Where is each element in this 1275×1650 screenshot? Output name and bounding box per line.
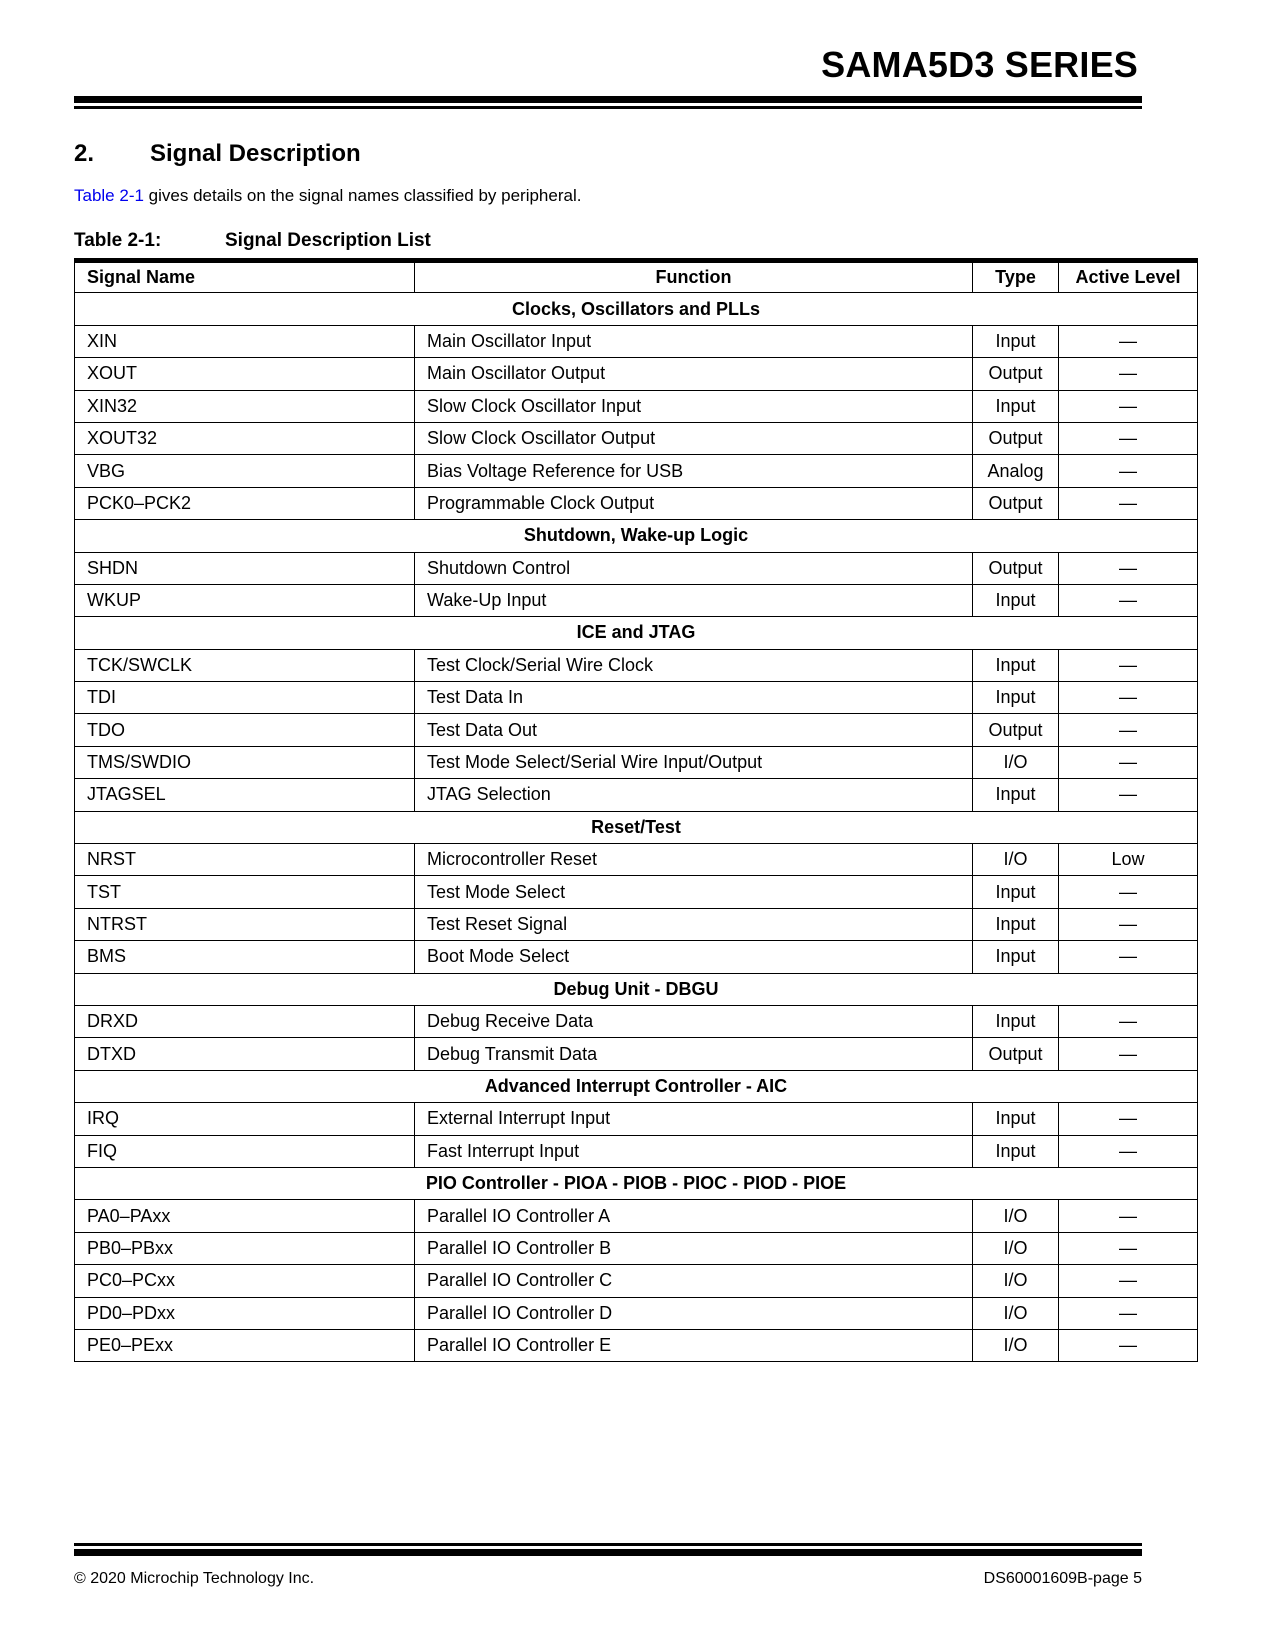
active-level-cell: — xyxy=(1059,1297,1198,1329)
active-level-cell: — xyxy=(1059,941,1198,973)
active-level-cell: — xyxy=(1059,876,1198,908)
signal-name-cell: FIQ xyxy=(75,1135,415,1167)
table-row xyxy=(75,844,1198,876)
footer-page-reference: DS60001609B-page 5 xyxy=(983,1570,1142,1587)
table-row xyxy=(75,1005,1198,1037)
table-row xyxy=(75,941,1198,973)
signal-name-cell: TST xyxy=(75,876,415,908)
signal-name-cell: PC0–PCxx xyxy=(75,1265,415,1297)
active-level-cell: — xyxy=(1059,1265,1198,1297)
group-header-row xyxy=(75,520,1198,552)
active-level-cell: — xyxy=(1059,908,1198,940)
function-cell: Test Mode Select xyxy=(415,876,973,908)
table-row xyxy=(75,714,1198,746)
type-cell: Input xyxy=(973,876,1059,908)
signal-name-cell: JTAGSEL xyxy=(75,779,415,811)
function-cell: Wake-Up Input xyxy=(415,584,973,616)
active-level-cell: — xyxy=(1059,779,1198,811)
table-row xyxy=(75,1200,1198,1232)
function-cell: Debug Transmit Data xyxy=(415,1038,973,1070)
type-cell: Input xyxy=(973,941,1059,973)
section-heading xyxy=(74,140,361,168)
type-cell: Analog xyxy=(973,455,1059,487)
signal-name-cell: XOUT xyxy=(75,358,415,390)
table-reference-link[interactable]: Table 2-1 xyxy=(74,186,144,205)
signal-name-cell: TDO xyxy=(75,714,415,746)
table-row xyxy=(75,1265,1198,1297)
active-level-cell: — xyxy=(1059,649,1198,681)
function-cell: Microcontroller Reset xyxy=(415,844,973,876)
type-cell: Output xyxy=(973,552,1059,584)
signal-name-cell: NTRST xyxy=(75,908,415,940)
active-level-cell: — xyxy=(1059,1200,1198,1232)
active-level-cell: — xyxy=(1059,584,1198,616)
table-row xyxy=(75,1038,1198,1070)
column-header-active-level: Active Level xyxy=(1059,261,1198,293)
table-caption-number: Table 2-1: xyxy=(74,230,162,251)
table-row xyxy=(75,487,1198,519)
signal-name-cell: SHDN xyxy=(75,552,415,584)
signal-name-cell: XOUT32 xyxy=(75,422,415,454)
table-row xyxy=(75,358,1198,390)
column-header-signal-name: Signal Name xyxy=(75,261,415,293)
active-level-cell: — xyxy=(1059,552,1198,584)
group-header-row xyxy=(75,1167,1198,1199)
table-row xyxy=(75,584,1198,616)
function-cell: Parallel IO Controller B xyxy=(415,1232,973,1264)
type-cell: Input xyxy=(973,649,1059,681)
function-cell: Boot Mode Select xyxy=(415,941,973,973)
table-row xyxy=(75,682,1198,714)
function-cell: Debug Receive Data xyxy=(415,1005,973,1037)
active-level-cell: — xyxy=(1059,422,1198,454)
table-row xyxy=(75,908,1198,940)
type-cell: I/O xyxy=(973,1232,1059,1264)
table-header-row xyxy=(75,261,1198,293)
column-header-type: Type xyxy=(973,261,1059,293)
group-header-row xyxy=(75,1070,1198,1102)
signal-name-cell: WKUP xyxy=(75,584,415,616)
function-cell: Main Oscillator Input xyxy=(415,325,973,357)
active-level-cell: — xyxy=(1059,390,1198,422)
type-cell: Output xyxy=(973,487,1059,519)
document-series-title: SAMA5D3 SERIES xyxy=(821,44,1138,85)
group-title: Reset/Test xyxy=(75,811,1198,843)
signal-name-cell: PB0–PBxx xyxy=(75,1232,415,1264)
signal-name-cell: TDI xyxy=(75,682,415,714)
table-row xyxy=(75,390,1198,422)
function-cell: Test Mode Select/Serial Wire Input/Output xyxy=(415,746,973,778)
table-row xyxy=(75,876,1198,908)
type-cell: Input xyxy=(973,1103,1059,1135)
group-header-row xyxy=(75,617,1198,649)
group-title: Debug Unit - DBGU xyxy=(75,973,1198,1005)
column-header-function: Function xyxy=(415,261,973,293)
signal-name-cell: PCK0–PCK2 xyxy=(75,487,415,519)
signal-name-cell: DRXD xyxy=(75,1005,415,1037)
signal-name-cell: IRQ xyxy=(75,1103,415,1135)
type-cell: I/O xyxy=(973,1329,1059,1361)
table-body xyxy=(75,293,1198,1362)
signal-name-cell: NRST xyxy=(75,844,415,876)
table-row xyxy=(75,779,1198,811)
function-cell: Slow Clock Oscillator Output xyxy=(415,422,973,454)
table-row xyxy=(75,1103,1198,1135)
function-cell: Test Reset Signal xyxy=(415,908,973,940)
table-row xyxy=(75,552,1198,584)
signal-description-table xyxy=(74,258,1198,1362)
active-level-cell: — xyxy=(1059,1232,1198,1264)
type-cell: Input xyxy=(973,584,1059,616)
function-cell: Test Clock/Serial Wire Clock xyxy=(415,649,973,681)
header-rule-thin xyxy=(74,106,1142,109)
active-level-cell: — xyxy=(1059,1038,1198,1070)
signal-name-cell: XIN xyxy=(75,325,415,357)
group-header-row xyxy=(75,973,1198,1005)
group-title: ICE and JTAG xyxy=(75,617,1198,649)
function-cell: Main Oscillator Output xyxy=(415,358,973,390)
type-cell: I/O xyxy=(973,746,1059,778)
function-cell: Parallel IO Controller E xyxy=(415,1329,973,1361)
signal-name-cell: BMS xyxy=(75,941,415,973)
signal-name-cell: DTXD xyxy=(75,1038,415,1070)
function-cell: Bias Voltage Reference for USB xyxy=(415,455,973,487)
table-row xyxy=(75,1135,1198,1167)
group-header-row xyxy=(75,811,1198,843)
active-level-cell: — xyxy=(1059,325,1198,357)
group-title: PIO Controller - PIOA - PIOB - PIOC - PIOD - PIOE xyxy=(75,1167,1198,1199)
function-cell: Test Data Out xyxy=(415,714,973,746)
type-cell: Input xyxy=(973,908,1059,940)
type-cell: Output xyxy=(973,714,1059,746)
signal-name-cell: PE0–PExx xyxy=(75,1329,415,1361)
type-cell: Output xyxy=(973,422,1059,454)
group-title: Advanced Interrupt Controller - AIC xyxy=(75,1070,1198,1102)
type-cell: Output xyxy=(973,358,1059,390)
signal-name-cell: VBG xyxy=(75,455,415,487)
type-cell: Output xyxy=(973,1038,1059,1070)
type-cell: Input xyxy=(973,682,1059,714)
type-cell: I/O xyxy=(973,1200,1059,1232)
active-level-cell: — xyxy=(1059,358,1198,390)
footer-copyright: © 2020 Microchip Technology Inc. xyxy=(74,1570,315,1587)
group-header-row xyxy=(75,293,1198,325)
active-level-cell: — xyxy=(1059,1135,1198,1167)
function-cell: JTAG Selection xyxy=(415,779,973,811)
signal-name-cell: TMS/SWDIO xyxy=(75,746,415,778)
active-level-cell: Low xyxy=(1059,844,1198,876)
table-row xyxy=(75,1329,1198,1361)
footer-rule-thick xyxy=(74,1549,1142,1556)
active-level-cell: — xyxy=(1059,746,1198,778)
table-row xyxy=(75,455,1198,487)
function-cell: Programmable Clock Output xyxy=(415,487,973,519)
table-row xyxy=(75,422,1198,454)
active-level-cell: — xyxy=(1059,487,1198,519)
section-title: Signal Description xyxy=(150,140,361,167)
function-cell: Parallel IO Controller D xyxy=(415,1297,973,1329)
table-row xyxy=(75,325,1198,357)
table-row xyxy=(75,746,1198,778)
signal-name-cell: PA0–PAxx xyxy=(75,1200,415,1232)
active-level-cell: — xyxy=(1059,682,1198,714)
type-cell: Input xyxy=(973,1135,1059,1167)
type-cell: Input xyxy=(973,1005,1059,1037)
function-cell: Fast Interrupt Input xyxy=(415,1135,973,1167)
signal-name-cell: TCK/SWCLK xyxy=(75,649,415,681)
active-level-cell: — xyxy=(1059,455,1198,487)
type-cell: I/O xyxy=(973,1297,1059,1329)
table-row xyxy=(75,649,1198,681)
function-cell: Parallel IO Controller C xyxy=(415,1265,973,1297)
group-title: Clocks, Oscillators and PLLs xyxy=(75,293,1198,325)
footer-rule xyxy=(74,1543,1142,1546)
function-cell: Shutdown Control xyxy=(415,552,973,584)
intro-paragraph xyxy=(74,186,581,206)
active-level-cell: — xyxy=(1059,1103,1198,1135)
table-row xyxy=(75,1232,1198,1264)
header-rule xyxy=(74,96,1142,103)
active-level-cell: — xyxy=(1059,1005,1198,1037)
function-cell: Test Data In xyxy=(415,682,973,714)
section-number: 2. xyxy=(74,140,95,167)
function-cell: External Interrupt Input xyxy=(415,1103,973,1135)
function-cell: Slow Clock Oscillator Input xyxy=(415,390,973,422)
signal-name-cell: XIN32 xyxy=(75,390,415,422)
active-level-cell: — xyxy=(1059,1329,1198,1361)
group-title: Shutdown, Wake-up Logic xyxy=(75,520,1198,552)
type-cell: I/O xyxy=(973,844,1059,876)
type-cell: I/O xyxy=(973,1265,1059,1297)
type-cell: Input xyxy=(973,779,1059,811)
intro-text: gives details on the signal names classified by peripheral. xyxy=(143,186,582,205)
type-cell: Input xyxy=(973,325,1059,357)
active-level-cell: — xyxy=(1059,714,1198,746)
signal-name-cell: PD0–PDxx xyxy=(75,1297,415,1329)
function-cell: Parallel IO Controller A xyxy=(415,1200,973,1232)
type-cell: Input xyxy=(973,390,1059,422)
table-caption xyxy=(74,230,431,252)
table-row xyxy=(75,1297,1198,1329)
table-caption-title: Signal Description List xyxy=(225,230,431,251)
